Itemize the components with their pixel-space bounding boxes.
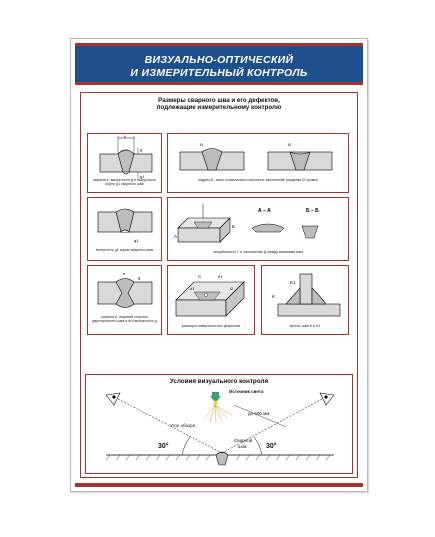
eye-right-icon: [320, 393, 334, 405]
poster-title-line1: ВИЗУАЛЬНО-ОПТИЧЕСКИЙ: [144, 54, 294, 66]
angle-right-label: 30°: [266, 443, 277, 450]
label-section-b: Б: [232, 224, 235, 229]
panel-fillet-legs: [261, 265, 349, 335]
label-e-double: e: [123, 271, 126, 276]
label-g: g: [140, 147, 143, 152]
eye-left-icon: [106, 393, 120, 405]
label-g1-root: g1: [134, 238, 139, 243]
label-k1: K1: [290, 280, 296, 285]
label-f1: f1: [200, 142, 204, 147]
panel-undercut: [167, 133, 349, 193]
label-e: e: [124, 134, 127, 139]
panel-double-sided: [87, 265, 162, 335]
panel-root-concavity-caption: вогнутость g1 корня сварного шва: [95, 248, 154, 252]
angle-left-label: 30°: [158, 443, 169, 450]
label-section-a: А: [174, 234, 178, 239]
panel-root-concavity: [87, 197, 162, 261]
weld-label-line2: шов: [238, 444, 247, 449]
label-g-double: g: [138, 275, 141, 280]
panel-fillet-legs-caption: катеты шва K и K1: [289, 324, 321, 328]
footer-stripe: [75, 483, 363, 487]
panel-surface-defects-caption: размеры поверхностных дефектов: [181, 324, 241, 328]
panel-scaliness-caption: чешуйчатость Г и заполнение Д между валиками шва: [213, 250, 303, 254]
light-source-label: Источник света: [229, 389, 264, 394]
label-l2: l2: [230, 286, 234, 291]
poster-header: [75, 43, 363, 85]
label-f2: f2: [288, 142, 292, 147]
poster: [70, 38, 368, 492]
label-g1: g1: [140, 174, 145, 179]
panel-surface-defects: [167, 265, 255, 335]
weld-label-line1: Сварной: [234, 438, 253, 443]
light-source-icon: [204, 392, 232, 422]
panel-weld-width-caption: ширина e, выпуклость g и выпуклость корня g1 сварного шва: [92, 178, 157, 187]
double-sided-weld-diagram: [88, 266, 161, 334]
label-a-a: А – А: [258, 208, 271, 214]
panel-weld-width: [87, 133, 162, 193]
label-l1: l1: [198, 274, 202, 279]
undercut-diagram: [168, 134, 348, 192]
section1-title-line1: Размеры сварного шва и его дефектов,: [158, 97, 280, 104]
label-k: K: [272, 294, 276, 299]
panel-scaliness: [167, 197, 349, 261]
panel-double-sided-caption: ширина e, лицевой стороны двустороннего шва и его выпуклость g: [92, 315, 157, 324]
section2-title: Условия визуального контроля: [169, 378, 269, 385]
inspection-conditions-diagram: [86, 375, 352, 473]
label-b-b: Б – Б: [306, 208, 319, 214]
section1-title-line2: подлежащие измерительному контролю: [156, 104, 282, 111]
poster-title-line2: И ИЗМЕРИТЕЛЬНЫЙ КОНТРОЛЬ: [130, 67, 308, 79]
visual-inspection-conditions: [85, 374, 353, 474]
content-frame: [80, 92, 358, 478]
panel-undercut-caption: подрез f1, зоны сплавления и неполное заполнение разделки f2 кромок: [198, 178, 318, 182]
distance-label: до 600 мм: [248, 411, 270, 416]
label-b1: b1: [218, 274, 223, 279]
label-d1: d1: [190, 286, 195, 291]
view-angle-label: Угол обзора: [170, 423, 195, 428]
